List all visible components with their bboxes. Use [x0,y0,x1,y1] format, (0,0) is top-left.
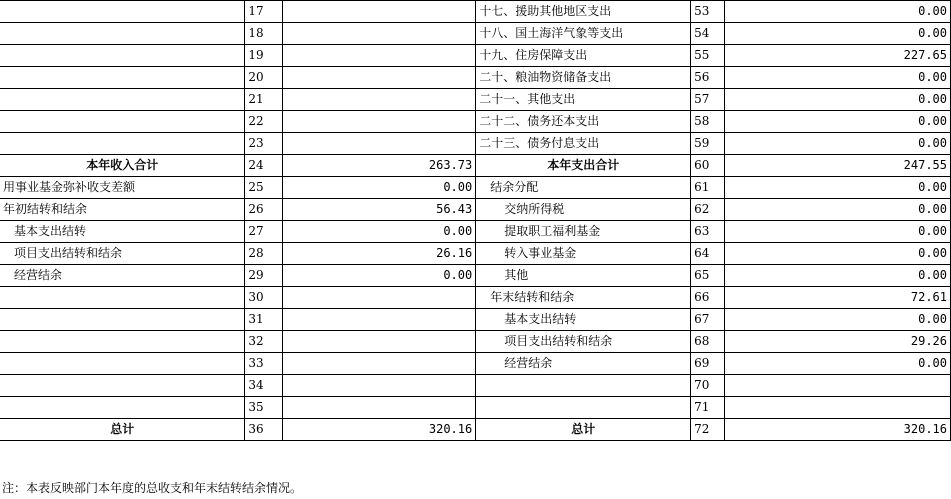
income-row-number: 20 [245,67,283,89]
expense-item-label: 十八、国土海洋气象等支出 [476,23,691,45]
expense-item-label: 交纳所得税 [476,199,691,221]
expense-row-number: 71 [691,397,725,419]
income-item-label [0,331,245,353]
income-row-number: 32 [245,331,283,353]
expense-amount: 0.00 [725,353,951,375]
income-row-number: 34 [245,375,283,397]
income-item-label [0,67,245,89]
expense-amount: 0.00 [725,221,951,243]
expense-row-number: 70 [691,375,725,397]
expense-row-number: 60 [691,155,725,177]
income-row-number: 22 [245,111,283,133]
expense-amount [725,397,951,419]
table-row [0,419,951,441]
income-item-label [0,309,245,331]
income-item-label [0,287,245,309]
income-amount [283,331,476,353]
table-row [0,243,951,265]
expense-row-number: 54 [691,23,725,45]
expense-row-number: 69 [691,353,725,375]
table-row [0,23,951,45]
income-amount: 320.16 [283,419,476,441]
expense-amount: 0.00 [725,1,951,23]
expense-row-number: 67 [691,309,725,331]
income-item-label [0,111,245,133]
expense-item-label [476,397,691,419]
income-amount [283,287,476,309]
expense-amount: 0.00 [725,23,951,45]
income-amount [283,309,476,331]
table-row [0,375,951,397]
expense-row-number: 62 [691,199,725,221]
income-row-number: 24 [245,155,283,177]
table-row [0,155,951,177]
table-row [0,331,951,353]
expense-amount: 247.55 [725,155,951,177]
income-item-label [0,133,245,155]
expense-row-number: 57 [691,89,725,111]
table-row [0,199,951,221]
table-row [0,89,951,111]
expense-item-label: 二十二、债务还本支出 [476,111,691,133]
expense-item-label: 总计 [476,419,691,441]
expense-row-number: 65 [691,265,725,287]
income-row-number: 28 [245,243,283,265]
table-row [0,221,951,243]
income-row-number: 21 [245,89,283,111]
income-amount: 0.00 [283,221,476,243]
income-row-number: 31 [245,309,283,331]
income-amount [283,353,476,375]
expense-amount: 29.26 [725,331,951,353]
expense-row-number: 63 [691,221,725,243]
income-item-label: 总计 [0,419,245,441]
expense-row-number: 55 [691,45,725,67]
income-item-label [0,1,245,23]
income-item-label [0,353,245,375]
income-item-label: 项目支出结转和结余 [0,243,245,265]
income-row-number: 23 [245,133,283,155]
table-row [0,67,951,89]
table-row [0,111,951,133]
income-amount: 56.43 [283,199,476,221]
expense-item-label: 经营结余 [476,353,691,375]
expense-amount: 0.00 [725,177,951,199]
expense-amount: 0.00 [725,309,951,331]
expense-row-number: 72 [691,419,725,441]
table-row [0,265,951,287]
income-row-number: 35 [245,397,283,419]
income-item-label [0,23,245,45]
income-item-label [0,397,245,419]
income-amount: 263.73 [283,155,476,177]
expense-item-label: 二十三、债务付息支出 [476,133,691,155]
income-amount [283,23,476,45]
table-row [0,45,951,67]
expense-item-label: 二十一、其他支出 [476,89,691,111]
expense-item-label: 结余分配 [476,177,691,199]
expense-item-label: 提取职工福利基金 [476,221,691,243]
expense-item-label: 二十、粮油物资储备支出 [476,67,691,89]
income-item-label [0,45,245,67]
expense-amount: 0.00 [725,265,951,287]
expense-amount: 0.00 [725,111,951,133]
expense-amount: 227.65 [725,45,951,67]
income-row-number: 18 [245,23,283,45]
expense-item-label [476,375,691,397]
expense-amount: 72.61 [725,287,951,309]
expense-item-label: 十七、援助其他地区支出 [476,1,691,23]
income-row-number: 25 [245,177,283,199]
table-row [0,1,951,23]
income-item-label: 用事业基金弥补收支差额 [0,177,245,199]
income-amount [283,1,476,23]
table-row [0,177,951,199]
expense-item-label: 基本支出结转 [476,309,691,331]
expense-amount: 0.00 [725,133,951,155]
table-row [0,287,951,309]
table-row [0,133,951,155]
income-row-number: 17 [245,1,283,23]
income-row-number: 19 [245,45,283,67]
income-item-label: 年初结转和结余 [0,199,245,221]
table-row [0,309,951,331]
expense-row-number: 58 [691,111,725,133]
expense-row-number: 66 [691,287,725,309]
expense-row-number: 53 [691,1,725,23]
income-amount [283,67,476,89]
income-amount: 0.00 [283,177,476,199]
expense-amount: 0.00 [725,243,951,265]
income-amount [283,133,476,155]
expense-amount: 0.00 [725,67,951,89]
expense-row-number: 56 [691,67,725,89]
income-row-number: 26 [245,199,283,221]
expense-item-label: 转入事业基金 [476,243,691,265]
expense-amount [725,375,951,397]
income-amount: 26.16 [283,243,476,265]
income-row-number: 29 [245,265,283,287]
expense-amount: 0.00 [725,199,951,221]
expense-item-label: 本年支出合计 [476,155,691,177]
table-row [0,353,951,375]
expense-row-number: 64 [691,243,725,265]
income-row-number: 30 [245,287,283,309]
table-row [0,397,951,419]
expense-amount: 320.16 [725,419,951,441]
expense-row-number: 61 [691,177,725,199]
income-amount [283,89,476,111]
expense-item-label: 十九、住房保障支出 [476,45,691,67]
income-amount [283,397,476,419]
income-item-label: 本年收入合计 [0,155,245,177]
expense-item-label: 项目支出结转和结余 [476,331,691,353]
expense-item-label: 其他 [476,265,691,287]
income-amount [283,45,476,67]
income-item-label: 经营结余 [0,265,245,287]
expense-item-label: 年末结转和结余 [476,287,691,309]
expense-amount: 0.00 [725,89,951,111]
table-body [0,1,951,441]
income-amount [283,111,476,133]
income-item-label [0,89,245,111]
income-item-label: 基本支出结转 [0,221,245,243]
income-amount [283,375,476,397]
income-item-label [0,375,245,397]
income-row-number: 36 [245,419,283,441]
table-footnote: 注：本表反映部门本年度的总收支和年末结转结余情况。 [2,481,303,495]
income-row-number: 27 [245,221,283,243]
income-amount: 0.00 [283,265,476,287]
expense-row-number: 68 [691,331,725,353]
expense-row-number: 59 [691,133,725,155]
income-row-number: 33 [245,353,283,375]
